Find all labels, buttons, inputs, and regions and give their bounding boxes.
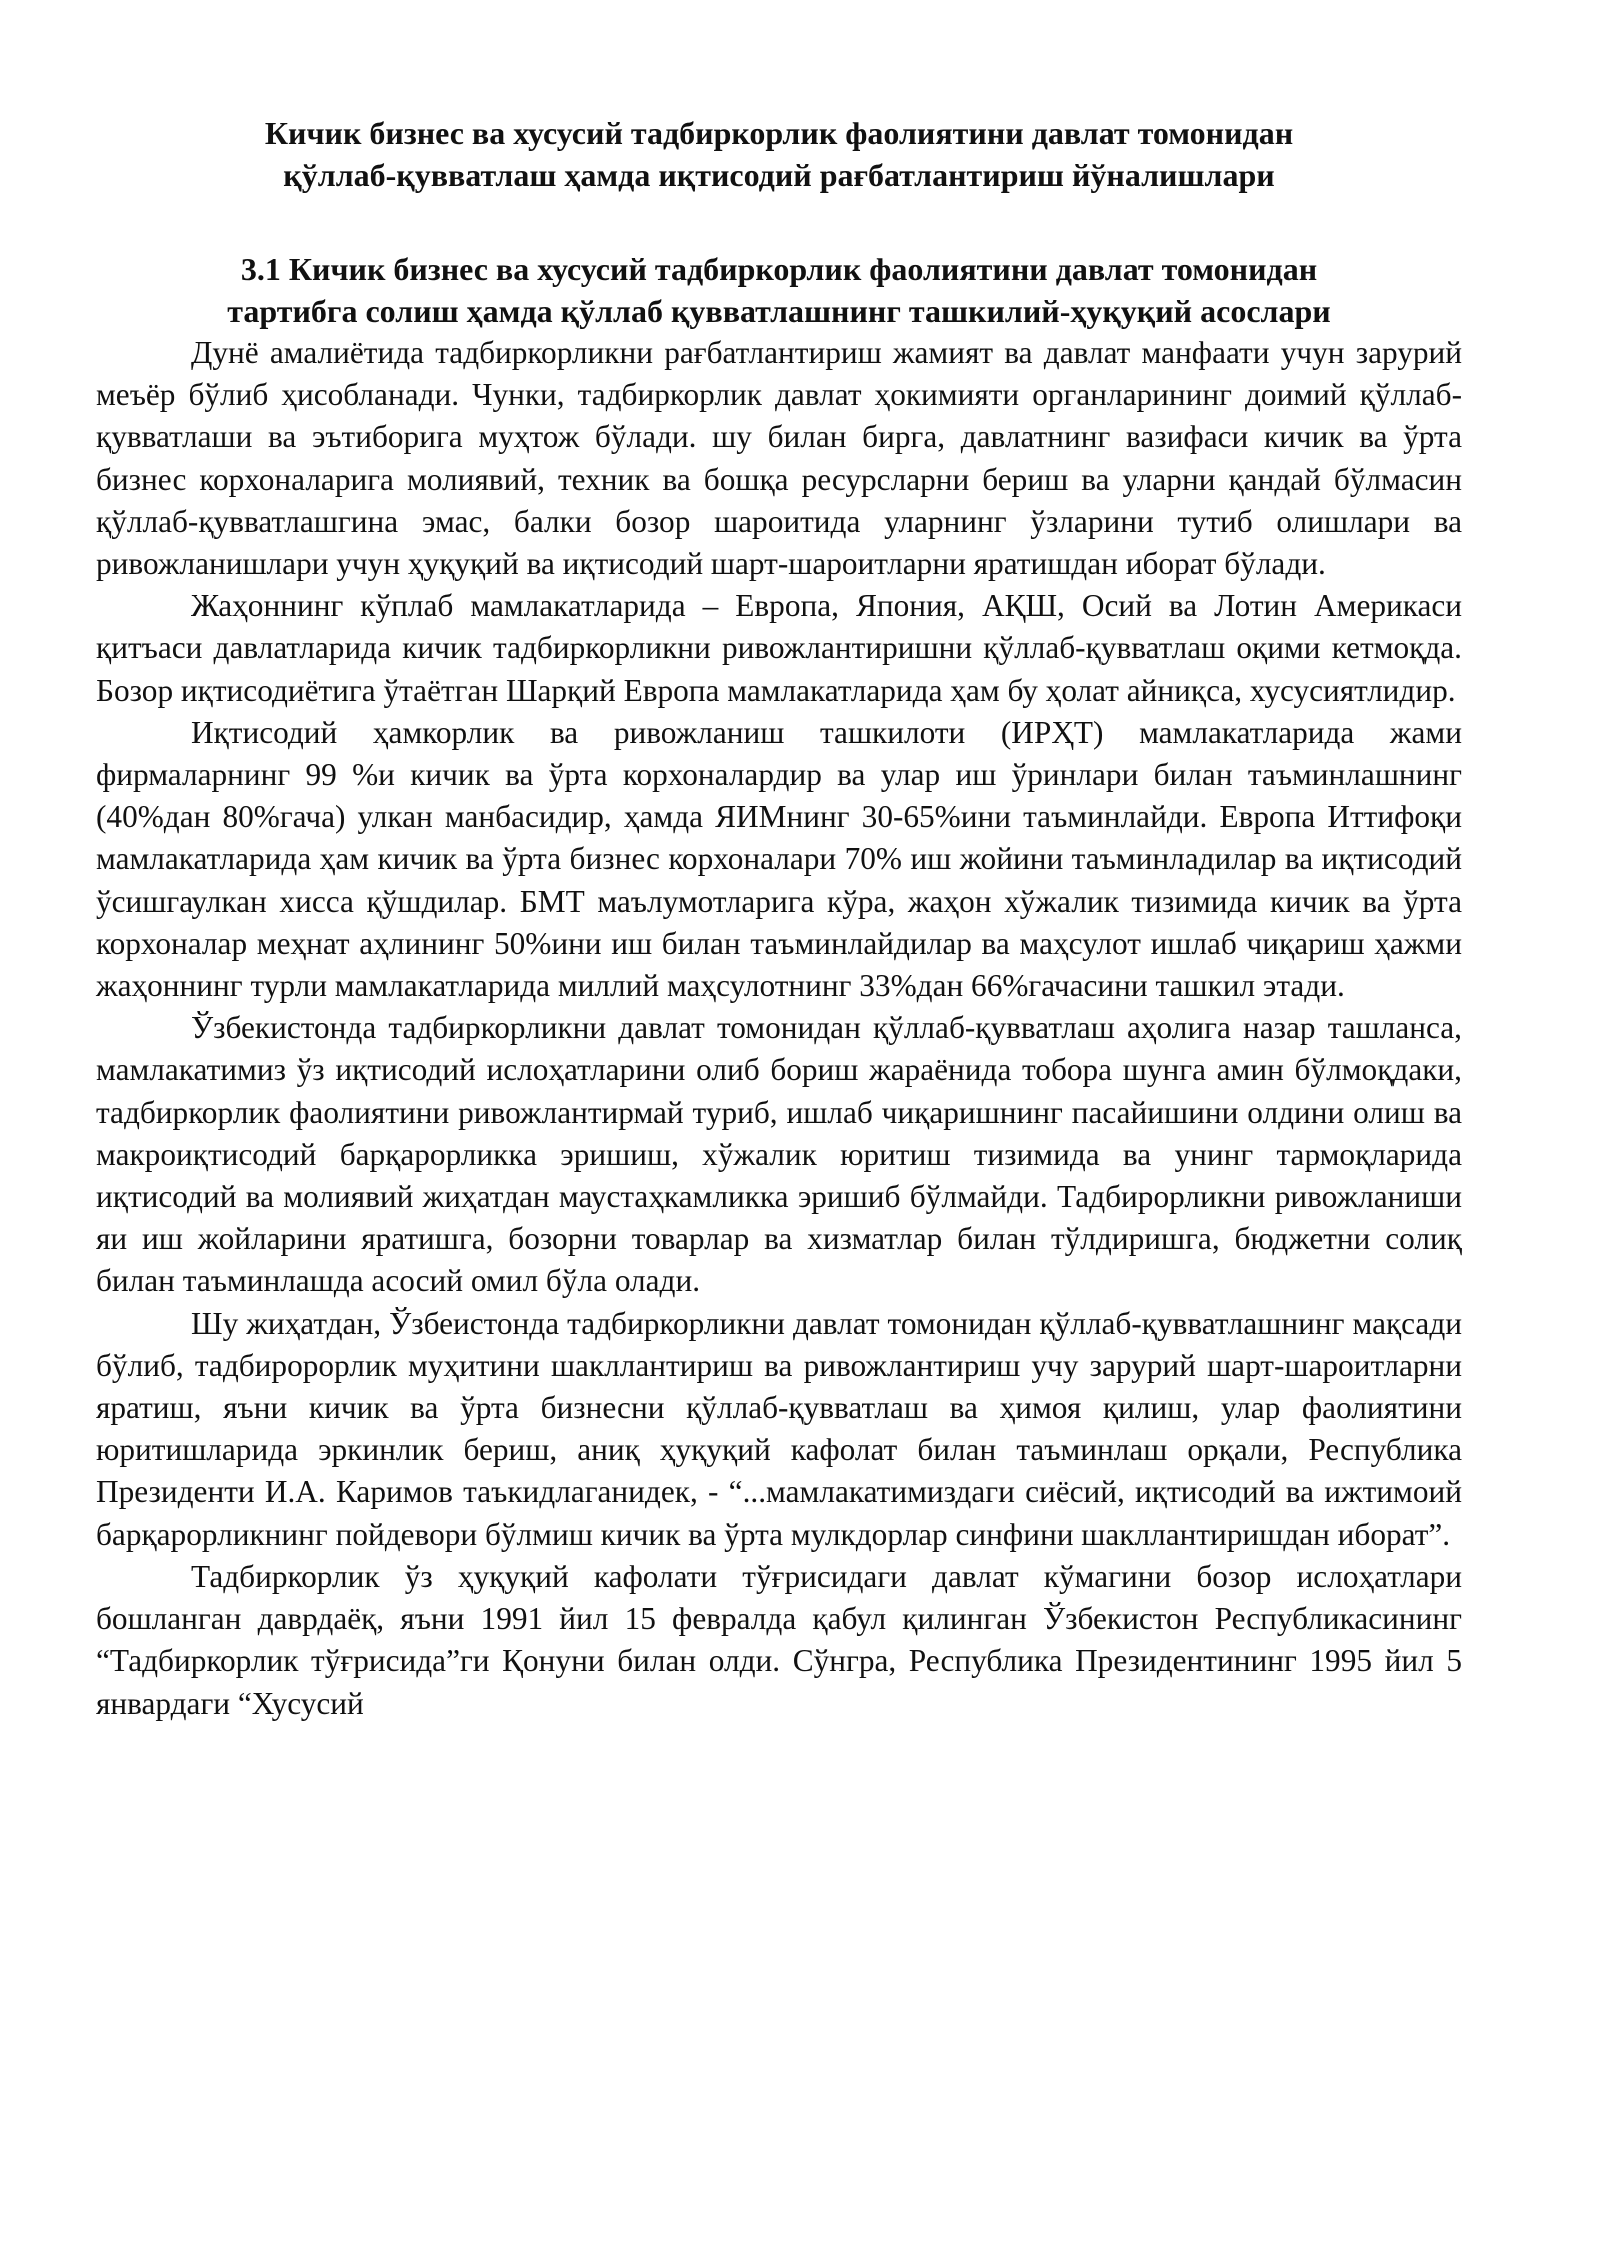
body-text [96, 332, 1462, 1725]
document-title [96, 112, 1462, 196]
paragraph: Иқтисодий ҳамкорлик ва ривожланиш ташкилоти (ИРҲТ) мамлакатларида жами фирмаларнинг 99 %и кичик ва ўрта корхоналардир ва улар иш ўринлари билан таъминлашнинг (40%дан 80%гача) улкан манбасидир, ҳамда ЯИМнинг 30-65%ини таъминлайди. Европа Иттифоқи мамлакатларида ҳам кичик ва ўрта бизнес корхоналари 70% иш жойини таъминладилар ва иқтисодий ўсишгаулкан хисса қўшдилар. БМТ маълумотларига кўра, жаҳон хўжалик тизимида кичик ва ўрта корхоналар меҳнат аҳлининг 50%ини иш билан таъминлайдилар ва маҳсулот ишлаб чиқариш ҳажми жаҳоннинг турли мамлакатларида миллий маҳсулотнинг 33%дан 66%гачасини ташкил этади. [96, 714, 1462, 1004]
paragraph: Жаҳоннинг кўплаб мамлакатларида – Европа, Япония, АҚШ, Осий ва Лотин Америкаси қитъаси давлатларида кичик тадбиркорликни ривожлантиришни қўллаб-қувватлаш оқими кетмоқда. Бозор иқтисодиётига ўтаётган Шарқий Европа мамлакатларида ҳам бу ҳолат айниқса, хусусиятлидир. [96, 588, 1462, 708]
document-title-line: қўллаб-қувватлаш ҳамда иқтисодий рағбатлантириш йўналишлари [283, 157, 1275, 193]
paragraph: Шу жиҳатдан, Ўзбеистонда тадбиркорликни давлат томонидан қўллаб-қувватлашнинг мақсади бўлиб, тадбиророрлик муҳитини шакллантириш ва ривожлантириш учу зарурий шарт-шароитларни яратиш, яъни кичик ва ўрта бизнесни қўллаб-қувватлаш ва ҳимоя қилиш, улар фаолиятини юритишларида эркинлик бериш, аниқ ҳуқуқий кафолат билан таъминлаш орқали, Республика Президенти И.А. Каримов таъкидлаганидек, - “...мамлакатимиздаги сиёсий, иқтисодий ва ижтимоий барқарорликнинг пойдевори бўлмиш кичик ва ўрта мулкдорлар синфини шакллантиришдан иборат”. [96, 1305, 1462, 1552]
section-heading-line: тартибга солиш ҳамда қўллаб қувватлашнинг ташкилий-ҳуқуқий асослари [227, 293, 1331, 329]
paragraph: Тадбиркорлик ўз ҳуқуқий кафолати тўғрисидаги давлат кўмагини бозор ислоҳатлари бошланган даврдаёқ, яъни 1991 йил 15 февралда қабул қилинган Ўзбекистон Республикасининг “Тадбиркорлик тўғрисида”ги Қонуни билан олди. Сўнгра, Республика Президентининг 1995 йил 5 январдаги “Хусусий [96, 1558, 1462, 1721]
paragraph: Дунё амалиётида тадбиркорликни рағбатлантириш жамият ва давлат манфаати учун зарурий меъёр бўлиб ҳисобланади. Чунки, тадбиркорлик давлат ҳокимияти органларининг доимий қўллаб-қувватлаши ва эътиборига муҳтож бўлади. шу билан бирга, давлатнинг вазифаси кичик ва ўрта бизнес корхоналарига молиявий, техник ва бошқа ресурсларни бериш ва уларни қандай бўлмасин қўллаб-қувватлашгина эмас, балки бозор шароитида уларнинг ўзларини тутиб олишлари ва ривожланишлари учун ҳуқуқий ва иқтисодий шарт-шароитларни яратишдан иборат бўлади. [96, 335, 1462, 582]
section-heading [96, 248, 1462, 332]
document-title-line: Кичик бизнес ва хусусий тадбиркорлик фаолиятини давлат томонидан [264, 115, 1294, 151]
paragraph: Ўзбекистонда тадбиркорликни давлат томонидан қўллаб-қувватлаш аҳолига назар ташланса, мамлакатимиз ўз иқтисодий ислоҳатларини олиб бориш жараёнида тобора шунга амин бўлмоқдаки, тадбиркорлик фаолиятини ривожлантирмай туриб, ишлаб чиқаришнинг пасайишини олдини олиш ва макроиқтисодий барқарорликка эришиш, хўжалик юритиш тизимида ва унинг тармоқларида иқтисодий ва молиявий жиҳатдан маустаҳкамликка эришиб бўлмайди. Тадбирорликни ривожланиши яи иш жойларини яратишга, бозорни товарлар ва хизматлар билан тўлдиришга, бюджетни солиқ билан таъминлашда асосий омил бўла олади. [96, 1010, 1462, 1299]
section-heading-line: 3.1 Кичик бизнес ва хусусий тадбиркорлик фаолиятини давлат томонидан [240, 251, 1318, 287]
